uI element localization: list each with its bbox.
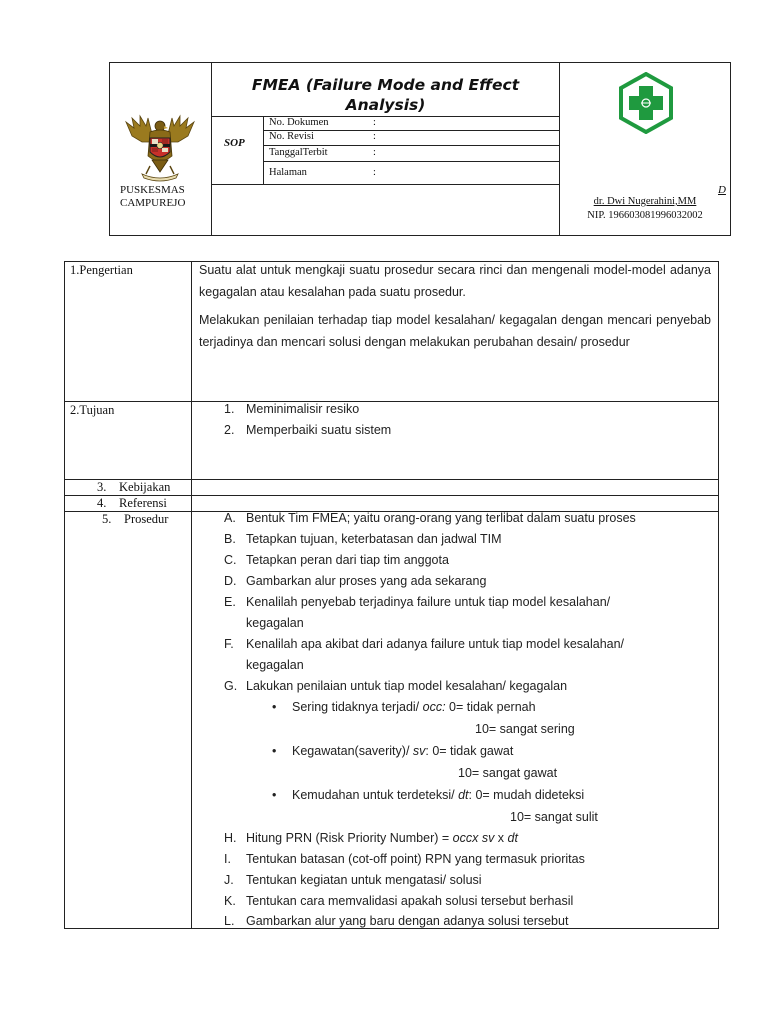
signature-mark: D [718,184,726,196]
prosedur-item-d: Gambarkan alur proses yang ada sekarang [246,574,487,588]
rating-dt-max: 10= sangat sulit [510,810,598,824]
prosedur-item-k: Tentukan cara memvalidasi apakah solusi tersebut berhasil [246,894,574,908]
prosedur-letter-l: L. [224,914,235,928]
prosedur-letter-a: A. [224,511,236,525]
prosedur-item-g: Lakukan penilaian untuk tiap model kesalahan/ kegagalan [246,679,568,693]
puskesmas-logo-icon [615,72,677,134]
page-title-line2: Analysis) [345,96,426,114]
bullet-icon: • [272,700,277,714]
prosedur-letter-e: E. [224,595,236,609]
prosedur-item-l: Gambarkan alur yang baru dengan adanya solusi tersebut [246,914,569,928]
prosedur-item-i: Tentukan batasan (cot-off point) RPN yang termasuk prioritas [246,852,585,866]
bullet-icon: • [272,788,277,802]
prosedur-letter-c: C. [224,553,237,567]
prosedur-letter-g: G. [224,679,238,693]
section-label-prosedur: Prosedur [124,512,169,526]
signatory-nip: NIP. 196603081996032002 [587,210,703,221]
section-label-referensi: Referensi [119,496,167,510]
tujuan-num-2: 2. [224,423,235,437]
rating-dt: Kemudahan untuk terdeteksi/ dt: 0= mudah dideteksi [292,788,585,802]
meta-label-halaman: Halaman [269,167,307,178]
prosedur-letter-b: B. [224,532,236,546]
org-name-line2: CAMPUREJO [120,197,186,209]
prosedur-item-b: Tetapkan tujuan, keterbatasan dan jadwal TIM [246,532,502,546]
tujuan-item-2: Memperbaiki suatu sistem [246,423,392,437]
prosedur-letter-h: H. [224,831,237,845]
bullet-icon: • [272,744,277,758]
prosedur-letter-f: F. [224,637,234,651]
page-title-line1: FMEA (Failure Mode and Effect [251,76,520,94]
section-num-prosedur: 5. [102,512,112,526]
org-name-line1: PUSKESMAS [120,184,185,196]
rating-occ-max: 10= sangat sering [475,722,575,736]
meta-value-tanggal: : [373,147,376,158]
rating-occ: Sering tidaknya terjadi/ occ: 0= tidak pernah [292,700,536,714]
tujuan-item-1: Meminimalisir resiko [246,402,360,416]
prosedur-item-f-cont: kegagalan [246,658,304,672]
pengertian-paragraph-1: Suatu alat untuk mengkaji suatu prosedur secara rinci dan mengenali model-model adanya kegagalan atau kesalahan pada suatu prosedur. [199,263,711,299]
rating-sv-max: 10= sangat gawat [458,766,558,780]
prosedur-item-c: Tetapkan peran dari tiap tim anggota [246,553,449,567]
signatory-name: dr. Dwi Nugerahini,MM [593,196,697,207]
tujuan-num-1: 1. [224,402,235,416]
meta-label-tanggal: TanggalTerbit [269,147,328,158]
section-label-kebijakan: Kebijakan [119,480,171,494]
meta-label-dokumen: No. Dokumen [269,117,329,128]
prosedur-letter-j: J. [224,873,234,887]
prosedur-letter-i: I. [224,852,231,866]
prosedur-item-e-cont: kegagalan [246,616,304,630]
prosedur-letter-d: D. [224,574,237,588]
pengertian-paragraph-2: Melakukan penilaian terhadap tiap model kesalahan/ kegagalan dengan mencari penyebab terjadinya dan mencari solusi dengan melakukan perubahan desain/ prosedur [199,313,711,349]
section-label-pengertian: 1.Pengertian [70,263,133,277]
section-label-tujuan: 2.Tujuan [70,403,115,417]
meta-value-revisi: : [373,131,376,142]
garuda-emblem-icon [120,112,200,190]
section-num-referensi: 4. [97,496,107,510]
rating-sv: Kegawatan(saverity)/ sv: 0= tidak gawat [292,744,514,758]
prosedur-item-a: Bentuk Tim FMEA; yaitu orang-orang yang terlibat dalam suatu proses [246,511,636,525]
section-num-kebijakan: 3. [97,480,107,494]
sop-label: SOP [224,137,245,149]
prosedur-letter-k: K. [224,894,236,908]
prosedur-item-j: Tentukan kegiatan untuk mengatasi/ solusi [246,873,482,887]
meta-value-halaman: : [373,167,376,178]
prosedur-item-e: Kenalilah penyebab terjadinya failure untuk tiap model kesalahan/ [246,595,611,609]
prosedur-item-h: Hitung PRN (Risk Priority Number) = occx sv x dt [246,831,518,845]
meta-value-dokumen: : [373,117,376,128]
meta-label-revisi: No. Revisi [269,131,314,142]
prosedur-item-f: Kenalilah apa akibat dari adanya failure untuk tiap model kesalahan/ [246,637,625,651]
